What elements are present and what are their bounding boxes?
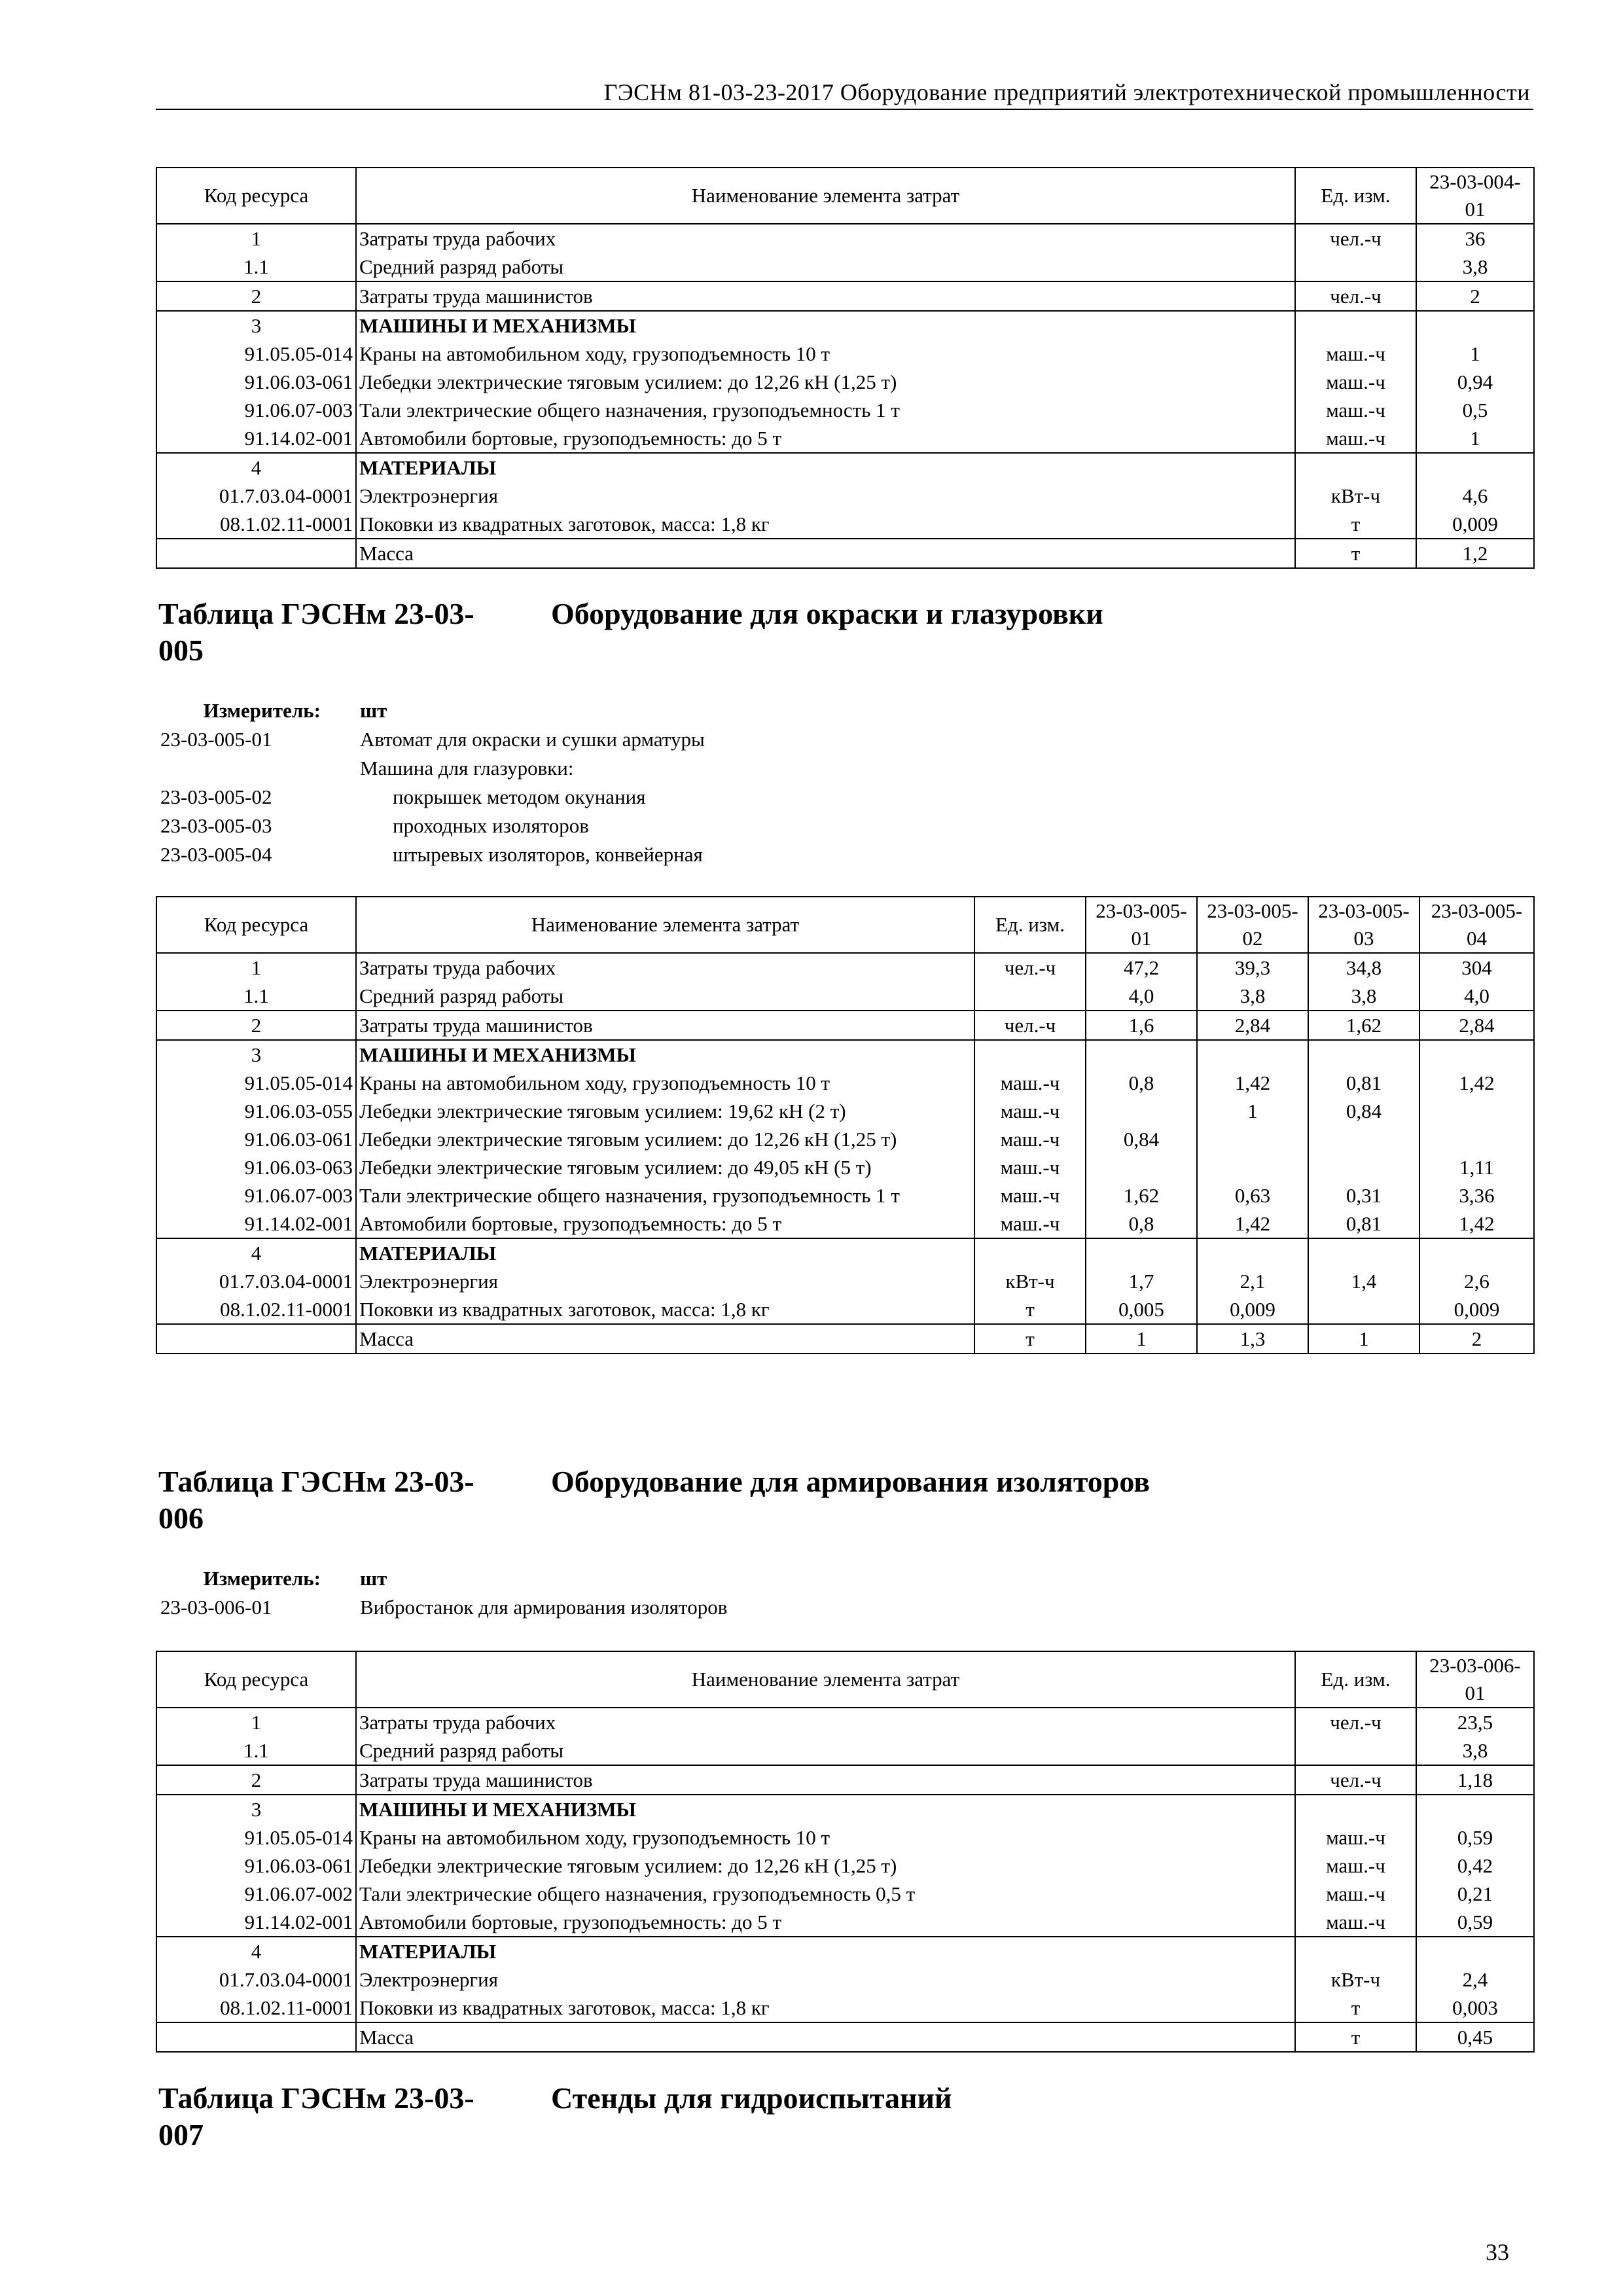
cell-unit: маш.-ч [1295, 1852, 1416, 1880]
header-norm-code: 23-03-006-01 [1416, 1651, 1534, 1708]
cell-value: 1 [1416, 424, 1534, 453]
header-norm-code: 23-03-004-01 [1416, 168, 1534, 224]
cell-unit: чел.-ч [974, 953, 1086, 982]
cell-value [1197, 1153, 1308, 1181]
cell-name: Затраты труда рабочих [356, 224, 1295, 253]
cell-code: 91.06.07-002 [156, 1880, 356, 1908]
norm-text: Вибростанок для армирования изоляторов [360, 1596, 728, 1619]
header-row [156, 897, 1534, 953]
cell-code: 08.1.02.11-0001 [156, 1295, 356, 1324]
cell-value [1416, 453, 1534, 482]
norm-text: Автомат для окраски и сушки арматуры [360, 728, 705, 751]
cell-code: 91.06.03-061 [156, 1852, 356, 1880]
cell-value [1416, 311, 1534, 340]
cell-value: 1,42 [1197, 1069, 1308, 1097]
cell-name: МАТЕРИАЛЫ [356, 1937, 1295, 1965]
norm-code [160, 754, 360, 783]
cell-value: 1,42 [1419, 1069, 1534, 1097]
cell-value [1086, 1040, 1197, 1069]
cell-value: 0,59 [1416, 1908, 1534, 1937]
cell-unit: маш.-ч [1295, 1823, 1416, 1852]
cell-name: Лебедки электрические тяговым усилием: до 12,26 кН (1,25 т) [356, 1125, 974, 1153]
table-number-suffix: 007 [158, 2118, 204, 2151]
meter-row [160, 696, 705, 725]
cell-value: 3,8 [1197, 982, 1308, 1011]
cell-value [1308, 1153, 1419, 1181]
cell-value [1086, 1153, 1197, 1181]
meter-block-006 [160, 1564, 727, 1622]
resource-table-006 [156, 1651, 1535, 2053]
cell-value: 0,003 [1416, 1994, 1534, 2022]
cell-value: 39,3 [1197, 953, 1308, 982]
table-row [156, 1040, 1534, 1069]
cell-unit: маш.-ч [1295, 368, 1416, 396]
cell-value: 0,009 [1419, 1295, 1534, 1324]
cell-unit: маш.-ч [974, 1210, 1086, 1238]
norm-item [160, 840, 705, 869]
cell-value: 1,62 [1308, 1011, 1419, 1040]
table-number: Таблица ГЭСНм 23-03- [158, 2081, 474, 2115]
cell-value: 1,3 [1197, 1324, 1308, 1354]
cell-code [156, 2022, 356, 2052]
cell-code: 91.06.07-003 [156, 1181, 356, 1210]
cell-name: Тали электрические общего назначения, грузоподъемность 1 т [356, 396, 1295, 424]
table-row [156, 1994, 1534, 2022]
cell-unit [974, 982, 1086, 1011]
cell-code: 91.06.03-063 [156, 1153, 356, 1181]
table-row [156, 1267, 1534, 1295]
header-unit: Ед. изм. [1295, 1651, 1416, 1708]
cell-name: Краны на автомобильном ходу, грузоподъемность 10 т [356, 1823, 1295, 1852]
cell-value: 2 [1416, 281, 1534, 311]
cell-value: 0,8 [1086, 1069, 1197, 1097]
cell-value: 0,81 [1308, 1210, 1419, 1238]
meter-row [160, 1564, 727, 1593]
cell-code: 4 [156, 1238, 356, 1267]
header-norm-code: 23-03-005-04 [1419, 897, 1534, 953]
cell-code: 01.7.03.04-0001 [156, 1965, 356, 1994]
table-row [156, 1736, 1534, 1765]
cell-name: Тали электрические общего назначения, грузоподъемность 0,5 т [356, 1880, 1295, 1908]
table-title-005 [158, 596, 1103, 669]
cell-code: 91.14.02-001 [156, 1210, 356, 1238]
table-row [156, 340, 1534, 368]
table-title-007 [158, 2080, 952, 2153]
cell-value [1308, 1238, 1419, 1267]
table-row [156, 1295, 1534, 1324]
cell-code [156, 539, 356, 568]
norm-text: Машина для глазуровки: [360, 757, 574, 780]
cell-unit: маш.-ч [974, 1181, 1086, 1210]
cell-value [1419, 1125, 1534, 1153]
cell-unit: т [1295, 2022, 1416, 2052]
cell-code: 91.14.02-001 [156, 424, 356, 453]
cell-unit: маш.-ч [974, 1125, 1086, 1153]
cell-unit: т [1295, 510, 1416, 539]
table-row [156, 1908, 1534, 1937]
page-number: 33 [1486, 2239, 1509, 2265]
cell-code: 91.06.07-003 [156, 396, 356, 424]
cell-name: Масса [356, 1324, 974, 1354]
cell-name: Лебедки электрические тяговым усилием: 19,62 кН (2 т) [356, 1097, 974, 1125]
table-title-006 [158, 1463, 1150, 1537]
table-row [156, 424, 1534, 453]
table-row [156, 539, 1534, 568]
cell-code: 1.1 [156, 253, 356, 281]
cell-value [1419, 1040, 1534, 1069]
resource-table-004 [156, 167, 1535, 569]
cell-value [1308, 1040, 1419, 1069]
meter-value: шт [360, 699, 387, 722]
cell-value: 1 [1416, 340, 1534, 368]
cell-name: МАШИНЫ И МЕХАНИЗМЫ [356, 1040, 974, 1069]
norm-item [160, 754, 705, 783]
norm-item [160, 812, 705, 840]
cell-code: 2 [156, 1011, 356, 1040]
cell-value: 0,84 [1308, 1097, 1419, 1125]
cell-value: 3,8 [1416, 253, 1534, 281]
cell-code: 08.1.02.11-0001 [156, 510, 356, 539]
table-name: Оборудование для окраски и глазуровки [551, 597, 1103, 630]
cell-unit: т [1295, 1994, 1416, 2022]
table-row [156, 2022, 1534, 2052]
header-row [156, 1651, 1534, 1708]
header-name: Наименование элемента затрат [356, 897, 974, 953]
cell-code: 1 [156, 224, 356, 253]
table-row [156, 1880, 1534, 1908]
cell-value: 0,5 [1416, 396, 1534, 424]
cell-code [156, 1324, 356, 1354]
cell-value: 0,8 [1086, 1210, 1197, 1238]
cell-code: 01.7.03.04-0001 [156, 1267, 356, 1295]
cell-value: 1,7 [1086, 1267, 1197, 1295]
norm-text: штыревых изоляторов, конвейерная [393, 843, 703, 866]
norm-code: 23-03-006-01 [160, 1596, 272, 1619]
cell-value [1308, 1295, 1419, 1324]
cell-unit [1295, 453, 1416, 482]
cell-name: МАТЕРИАЛЫ [356, 453, 1295, 482]
cell-value: 1 [1308, 1324, 1419, 1354]
norm-code: 23-03-005-01 [160, 728, 272, 751]
header-code: Код ресурса [156, 897, 356, 953]
table-row [156, 1765, 1534, 1795]
cell-name: Затраты труда машинистов [356, 281, 1295, 311]
meter-label: Измеритель: [203, 1567, 321, 1590]
table-row [156, 1324, 1534, 1354]
cell-unit: маш.-ч [1295, 1908, 1416, 1937]
table-row [156, 368, 1534, 396]
table-name: Оборудование для армирования изоляторов [551, 1465, 1150, 1498]
cell-unit: чел.-ч [1295, 224, 1416, 253]
cell-value: 4,0 [1419, 982, 1534, 1011]
cell-code: 91.05.05-014 [156, 1069, 356, 1097]
cell-value: 2,84 [1419, 1011, 1534, 1040]
cell-code: 2 [156, 281, 356, 311]
cell-value: 2,4 [1416, 1965, 1534, 1994]
table-row [156, 1795, 1534, 1823]
cell-unit [1295, 1795, 1416, 1823]
header-norm-code: 23-03-005-01 [1086, 897, 1197, 953]
table-number-suffix: 006 [158, 1501, 204, 1535]
cell-value: 1,42 [1197, 1210, 1308, 1238]
table-row [156, 1937, 1534, 1965]
cell-code: 91.05.05-014 [156, 1823, 356, 1852]
norm-item [160, 725, 705, 754]
cell-value: 0,81 [1308, 1069, 1419, 1097]
table-row [156, 1965, 1534, 1994]
resource-table-005 [156, 896, 1535, 1354]
cell-unit: маш.-ч [974, 1097, 1086, 1125]
cell-name: Затраты труда рабочих [356, 1708, 1295, 1736]
cell-value: 0,84 [1086, 1125, 1197, 1153]
cell-code: 3 [156, 1040, 356, 1069]
table-row [156, 1011, 1534, 1040]
norm-code: 23-03-005-04 [160, 843, 272, 866]
cell-name: Затраты труда машинистов [356, 1765, 1295, 1795]
cell-name: Электроэнергия [356, 1965, 1295, 1994]
table-row [156, 1153, 1534, 1181]
cell-unit: кВт-ч [1295, 1965, 1416, 1994]
cell-value: 0,59 [1416, 1823, 1534, 1852]
cell-value: 1,2 [1416, 539, 1534, 568]
cell-value: 1 [1197, 1097, 1308, 1125]
cell-unit: маш.-ч [1295, 1880, 1416, 1908]
cell-value: 0,31 [1308, 1181, 1419, 1210]
cell-code: 4 [156, 453, 356, 482]
table-row [156, 281, 1534, 311]
cell-unit [1295, 1736, 1416, 1765]
cell-value: 1,4 [1308, 1267, 1419, 1295]
header-name: Наименование элемента затрат [356, 1651, 1295, 1708]
table-row [156, 1823, 1534, 1852]
cell-code: 1 [156, 1708, 356, 1736]
page-header: ГЭСНм 81-03-23-2017 Оборудование предприятий электротехнической промышленности [603, 79, 1530, 105]
cell-value [1416, 1937, 1534, 1965]
cell-unit: маш.-ч [1295, 340, 1416, 368]
meter-block-005 [160, 696, 705, 869]
cell-code: 91.14.02-001 [156, 1908, 356, 1937]
cell-name: Электроэнергия [356, 1267, 974, 1295]
cell-value: 1,62 [1086, 1181, 1197, 1210]
cell-code: 91.06.03-055 [156, 1097, 356, 1125]
cell-value: 23,5 [1416, 1708, 1534, 1736]
table-row [156, 1097, 1534, 1125]
cell-name: Электроэнергия [356, 482, 1295, 510]
table-row [156, 253, 1534, 281]
cell-code: 4 [156, 1937, 356, 1965]
cell-code: 3 [156, 1795, 356, 1823]
cell-value: 3,8 [1416, 1736, 1534, 1765]
cell-name: Затраты труда машинистов [356, 1011, 974, 1040]
cell-code: 1.1 [156, 982, 356, 1011]
cell-name: Автомобили бортовые, грузоподъемность: до 5 т [356, 424, 1295, 453]
header-unit: Ед. изм. [1295, 168, 1416, 224]
header-norm-code: 23-03-005-03 [1308, 897, 1419, 953]
cell-unit: чел.-ч [1295, 1708, 1416, 1736]
cell-name: МАТЕРИАЛЫ [356, 1238, 974, 1267]
cell-unit [1295, 253, 1416, 281]
cell-value: 1,42 [1419, 1210, 1534, 1238]
cell-unit: чел.-ч [1295, 1765, 1416, 1795]
table-number: Таблица ГЭСНм 23-03- [158, 597, 474, 630]
cell-value [1086, 1097, 1197, 1125]
norm-code: 23-03-005-03 [160, 814, 272, 837]
table-number: Таблица ГЭСНм 23-03- [158, 1465, 474, 1498]
cell-code: 2 [156, 1765, 356, 1795]
table-row [156, 1125, 1534, 1153]
cell-value: 1,11 [1419, 1153, 1534, 1181]
meter-label: Измеритель: [203, 699, 321, 722]
cell-unit: чел.-ч [974, 1011, 1086, 1040]
cell-unit: кВт-ч [1295, 482, 1416, 510]
cell-value: 3,36 [1419, 1181, 1534, 1210]
cell-code: 08.1.02.11-0001 [156, 1994, 356, 2022]
header-code: Код ресурса [156, 1651, 356, 1708]
cell-unit [1295, 311, 1416, 340]
cell-name: Поковки из квадратных заготовок, масса: 1,8 кг [356, 1295, 974, 1324]
cell-unit: кВт-ч [974, 1267, 1086, 1295]
cell-value: 0,009 [1197, 1295, 1308, 1324]
cell-code: 3 [156, 311, 356, 340]
cell-value: 0,94 [1416, 368, 1534, 396]
cell-value: 2,6 [1419, 1267, 1534, 1295]
cell-unit [1295, 1937, 1416, 1965]
cell-code: 1.1 [156, 1736, 356, 1765]
cell-code: 1 [156, 953, 356, 982]
cell-name: Масса [356, 2022, 1295, 2052]
norm-text: проходных изоляторов [393, 814, 589, 837]
cell-value [1197, 1125, 1308, 1153]
cell-value: 304 [1419, 953, 1534, 982]
cell-unit: маш.-ч [974, 1153, 1086, 1181]
cell-name: Масса [356, 539, 1295, 568]
cell-code: 91.05.05-014 [156, 340, 356, 368]
cell-value [1086, 1238, 1197, 1267]
cell-unit: т [1295, 539, 1416, 568]
header-norm-code: 23-03-005-02 [1197, 897, 1308, 953]
cell-name: Тали электрические общего назначения, грузоподъемность 1 т [356, 1181, 974, 1210]
cell-value: 0,005 [1086, 1295, 1197, 1324]
header-code: Код ресурса [156, 168, 356, 224]
cell-unit: маш.-ч [974, 1069, 1086, 1097]
cell-unit: т [974, 1324, 1086, 1354]
table-row [156, 224, 1534, 253]
table-row [156, 1708, 1534, 1736]
cell-value [1197, 1040, 1308, 1069]
cell-unit: т [974, 1295, 1086, 1324]
cell-name: Поковки из квадратных заготовок, масса: 1,8 кг [356, 1994, 1295, 2022]
table-row [156, 311, 1534, 340]
cell-value: 47,2 [1086, 953, 1197, 982]
table-number-suffix: 005 [158, 634, 204, 667]
table-row [156, 1210, 1534, 1238]
cell-name: Средний разряд работы [356, 1736, 1295, 1765]
meter-value: шт [360, 1567, 387, 1590]
cell-unit: чел.-ч [1295, 281, 1416, 311]
table-row [156, 396, 1534, 424]
cell-unit: маш.-ч [1295, 396, 1416, 424]
cell-value [1419, 1238, 1534, 1267]
table-row [156, 953, 1534, 982]
cell-value [1419, 1097, 1534, 1125]
header-name: Наименование элемента затрат [356, 168, 1295, 224]
cell-name: Лебедки электрические тяговым усилием: до 49,05 кН (5 т) [356, 1153, 974, 1181]
table-row [156, 510, 1534, 539]
header-rule [156, 109, 1533, 110]
cell-code: 01.7.03.04-0001 [156, 482, 356, 510]
cell-value: 1,18 [1416, 1765, 1534, 1795]
norm-code: 23-03-005-02 [160, 785, 272, 808]
cell-value: 1,6 [1086, 1011, 1197, 1040]
cell-name: МАШИНЫ И МЕХАНИЗМЫ [356, 1795, 1295, 1823]
cell-value: 2,84 [1197, 1011, 1308, 1040]
cell-name: Лебедки электрические тяговым усилием: до 12,26 кН (1,25 т) [356, 1852, 1295, 1880]
header-unit: Ед. изм. [974, 897, 1086, 953]
cell-unit: маш.-ч [1295, 424, 1416, 453]
cell-value: 4,0 [1086, 982, 1197, 1011]
table-row [156, 482, 1534, 510]
cell-value: 36 [1416, 224, 1534, 253]
cell-value: 34,8 [1308, 953, 1419, 982]
cell-value: 3,8 [1308, 982, 1419, 1011]
cell-unit [974, 1238, 1086, 1267]
cell-value: 1 [1086, 1324, 1197, 1354]
cell-name: Краны на автомобильном ходу, грузоподъемность 10 т [356, 340, 1295, 368]
cell-name: Средний разряд работы [356, 253, 1295, 281]
table-row [156, 1238, 1534, 1267]
cell-unit [974, 1040, 1086, 1069]
cell-name: Краны на автомобильном ходу, грузоподъемность 10 т [356, 1069, 974, 1097]
cell-value: 0,21 [1416, 1880, 1534, 1908]
cell-name: Автомобили бортовые, грузоподъемность: до 5 т [356, 1908, 1295, 1937]
norm-item [160, 1593, 727, 1622]
cell-name: Затраты труда рабочих [356, 953, 974, 982]
cell-name: Средний разряд работы [356, 982, 974, 1011]
cell-value: 4,6 [1416, 482, 1534, 510]
cell-value [1416, 1795, 1534, 1823]
cell-value: 2,1 [1197, 1267, 1308, 1295]
cell-name: Автомобили бортовые, грузоподъемность: до 5 т [356, 1210, 974, 1238]
cell-name: Лебедки электрические тяговым усилием: до 12,26 кН (1,25 т) [356, 368, 1295, 396]
cell-value: 0,63 [1197, 1181, 1308, 1210]
cell-code: 91.06.03-061 [156, 368, 356, 396]
table-row [156, 453, 1534, 482]
table-row [156, 1852, 1534, 1880]
cell-name: Поковки из квадратных заготовок, масса: 1,8 кг [356, 510, 1295, 539]
cell-value [1197, 1238, 1308, 1267]
cell-value: 0,42 [1416, 1852, 1534, 1880]
table-row [156, 982, 1534, 1011]
cell-code: 91.06.03-061 [156, 1125, 356, 1153]
table-row [156, 1069, 1534, 1097]
cell-value: 0,009 [1416, 510, 1534, 539]
cell-value: 2 [1419, 1324, 1534, 1354]
header-row [156, 168, 1534, 224]
cell-value: 0,45 [1416, 2022, 1534, 2052]
norm-item [160, 783, 705, 812]
cell-name: МАШИНЫ И МЕХАНИЗМЫ [356, 311, 1295, 340]
table-name: Стенды для гидроиспытаний [551, 2081, 952, 2115]
cell-value [1308, 1125, 1419, 1153]
norm-text: покрышек методом окунания [393, 785, 646, 808]
table-row [156, 1181, 1534, 1210]
